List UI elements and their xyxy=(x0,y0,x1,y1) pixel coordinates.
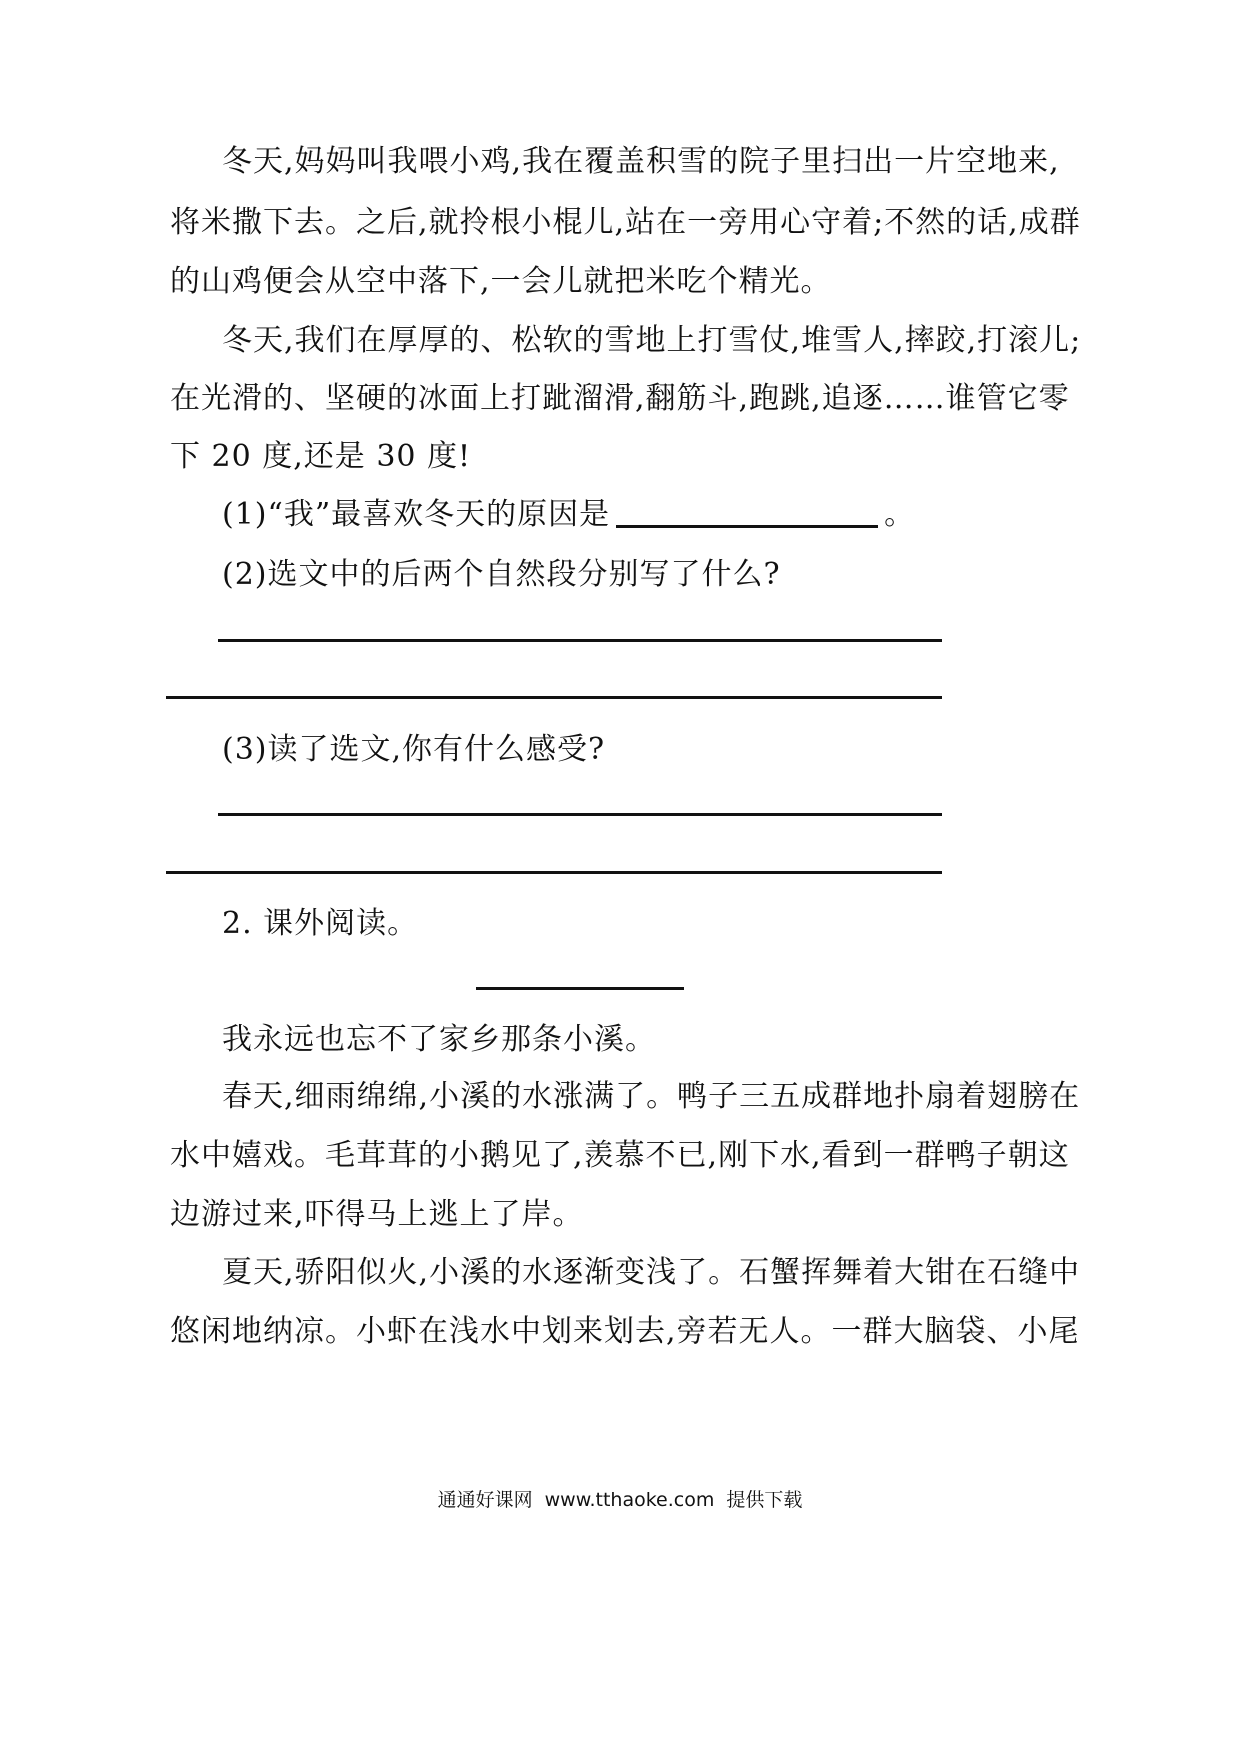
question-1-end: 。 xyxy=(884,497,916,532)
question-1-text: (1)“我”最喜欢冬天的原因是 xyxy=(222,497,611,532)
question-1 xyxy=(222,495,915,535)
footer-site-name: 通通好课网 xyxy=(437,1489,533,1511)
passage2-para3-line2: 悠闲地纳凉。小虾在浅水中划来划去,旁若无人。一群大脑袋、小尾 xyxy=(170,1314,1080,1349)
footer-url[interactable]: www.tthaoke.com xyxy=(544,1489,715,1511)
passage2-para1-line1: 我永远也忘不了家乡那条小溪。 xyxy=(222,1022,656,1057)
passage1-para2-line2: 在光滑的、坚硬的冰面上打跐溜滑,翻筋斗,跑跳,追逐……谁管它零 xyxy=(170,381,1070,416)
question-3-answer-line-2[interactable] xyxy=(166,871,942,874)
passage2-title-blank[interactable] xyxy=(476,987,684,990)
footer-suffix: 提供下载 xyxy=(726,1489,803,1511)
question-2-answer-line-1[interactable] xyxy=(218,639,942,642)
passage1-para1-line1: 冬天,妈妈叫我喂小鸡,我在覆盖积雪的院子里扫出一片空地来, xyxy=(222,144,1060,179)
passage1-para1-line2: 将米撒下去。之后,就拎根小棍儿,站在一旁用心守着;不然的话,成群 xyxy=(170,205,1081,240)
passage1-para1-line3: 的山鸡便会从空中落下,一会儿就把米吃个精光。 xyxy=(170,264,832,299)
question-3-answer-line-1[interactable] xyxy=(218,813,942,816)
passage1-para2-line3: 下 20 度,还是 30 度! xyxy=(170,439,472,474)
page-footer xyxy=(0,1488,1240,1512)
passage1-para2-line1: 冬天,我们在厚厚的、松软的雪地上打雪仗,堆雪人,摔跤,打滚儿; xyxy=(222,323,1082,358)
question-2: (2)选文中的后两个自然段分别写了什么? xyxy=(222,557,781,592)
passage2-para3-line1: 夏天,骄阳似火,小溪的水逐渐变浅了。石蟹挥舞着大钳在石缝中 xyxy=(222,1255,1081,1290)
passage2-para2-line2: 水中嬉戏。毛茸茸的小鹅见了,羡慕不已,刚下水,看到一群鸭子朝这 xyxy=(170,1138,1070,1173)
section-2-heading: 2. 课外阅读。 xyxy=(222,906,419,941)
question-2-answer-line-2[interactable] xyxy=(166,696,942,699)
question-1-answer-blank[interactable] xyxy=(616,497,878,528)
passage2-para2-line3: 边游过来,吓得马上逃上了岸。 xyxy=(170,1197,584,1232)
question-3: (3)读了选文,你有什么感受? xyxy=(222,732,606,767)
passage2-para2-line1: 春天,细雨绵绵,小溪的水涨满了。鸭子三五成群地扑扇着翅膀在 xyxy=(222,1079,1081,1114)
